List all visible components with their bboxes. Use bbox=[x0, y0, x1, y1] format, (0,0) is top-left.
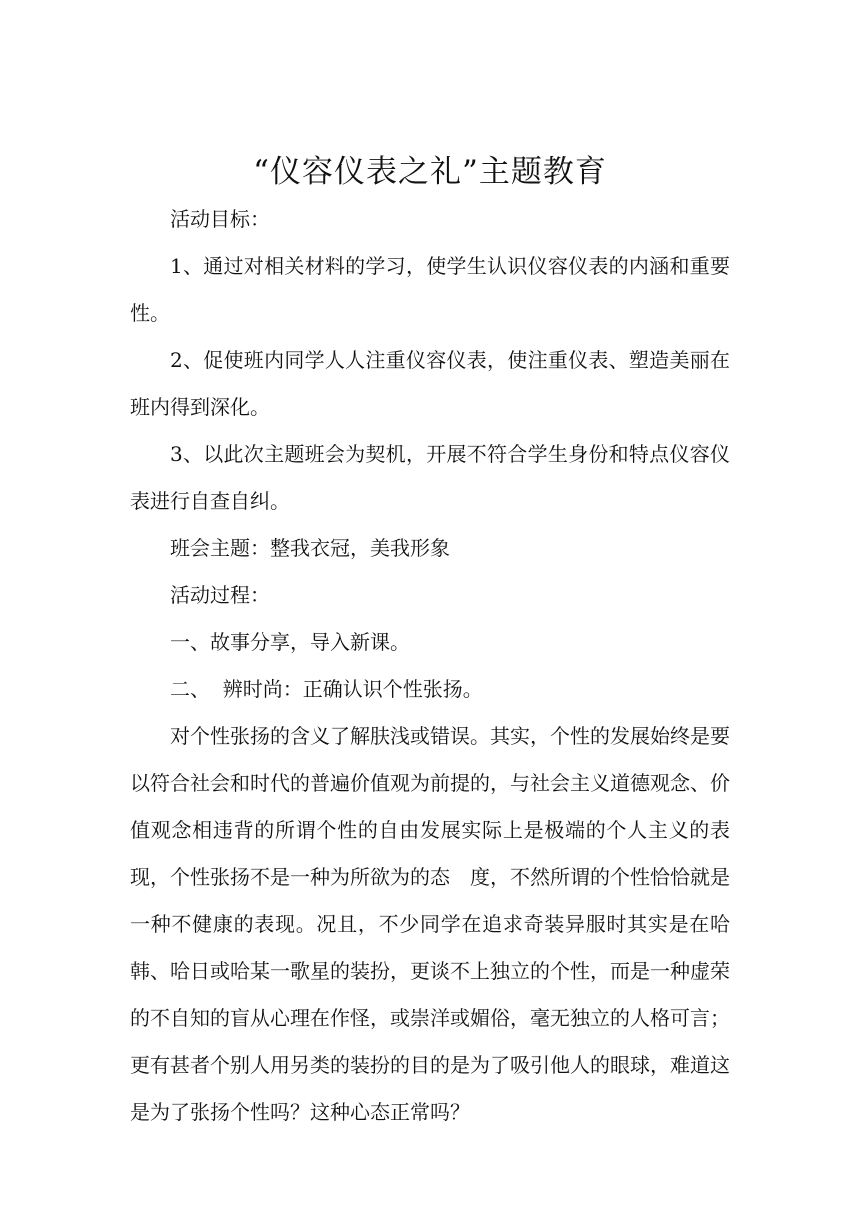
goal-item-3: 3、以此次主题班会为契机，开展不符合学生身份和特点仪容仪表进行自查自纠。 bbox=[130, 442, 730, 513]
theme-line: 班会主题：整我衣冠，美我形象 bbox=[170, 536, 450, 560]
goal-item-2: 2、促使班内同学人人注重仪容仪表，使注重仪表、塑造美丽在班内得到深化。 bbox=[130, 348, 730, 419]
document-body bbox=[130, 196, 730, 1136]
process-step-1: 一、故事分享，导入新课。 bbox=[170, 630, 410, 654]
process-step-2: 二、 辨时尚：正确认识个性张扬。 bbox=[170, 677, 483, 701]
goal-heading: 活动目标： bbox=[170, 207, 270, 231]
document-title: “仪容仪表之礼”主题教育 bbox=[253, 154, 607, 190]
goal-item-1: 1、通过对相关材料的学习，使学生认识仪容仪表的内涵和重要性。 bbox=[130, 254, 730, 325]
body-paragraph: 对个性张扬的含义了解肤浅或错误。其实，个性的发展始终是要以符合社会和时代的普遍价值观为前提的，与社会主义道德观念、价值观念相违背的所谓个性的自由发展实际上是极端的个人主义的表现，个性张扬不是一种为所欲为的态 度，不然所谓的个性恰恰就是一种不健康的表现。况且，不少同学在追求奇装异服时其实是在哈韩、哈日或哈某一歌星的装扮，更谈不上独立的个性，而是一种虚荣的不自知的盲从心理在作怪，或崇洋或媚俗，毫无独立的人格可言；更有甚者个别人用另类的装扮的目的是为了吸引他人的眼球，难道这是为了张扬个性吗？这种心态正常吗？ bbox=[130, 724, 730, 1124]
process-heading: 活动过程： bbox=[170, 583, 270, 607]
